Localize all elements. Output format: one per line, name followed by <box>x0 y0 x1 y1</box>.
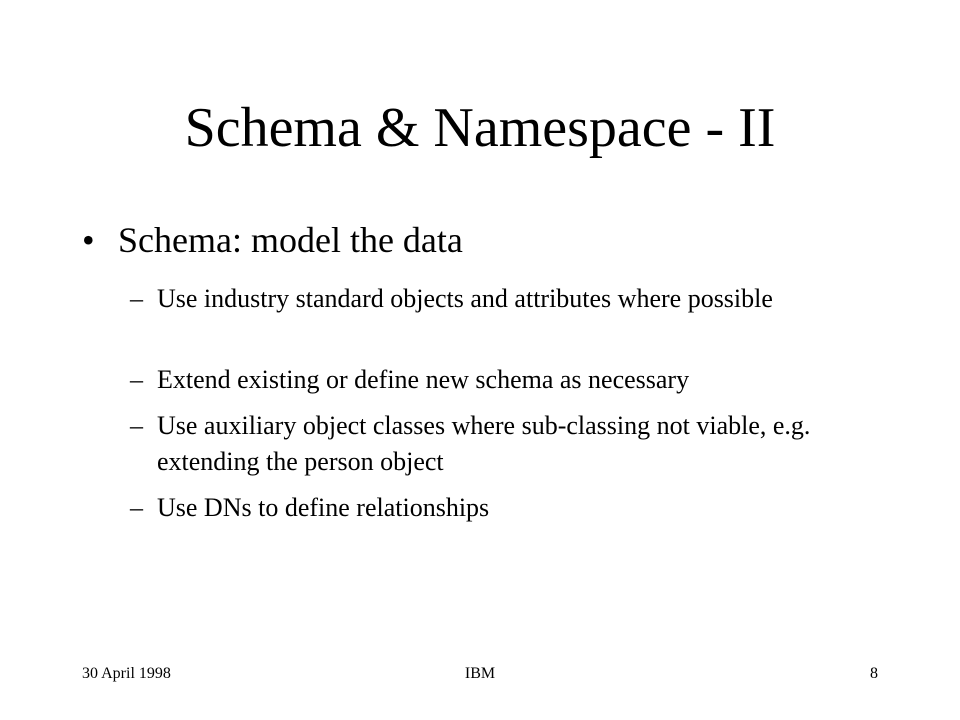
sub-bullet-text: Extend existing or define new schema as necessary <box>157 365 690 394</box>
slide-title: Schema & Namespace - II <box>184 97 776 159</box>
sub-bullet-text: Use industry standard objects and attributes where possible <box>157 284 773 313</box>
footer-page-number: 8 <box>870 665 878 682</box>
sub-bullet-3 <box>130 408 830 480</box>
sub-bullet-2 <box>130 362 830 398</box>
main-bullet-text: Schema: model the data <box>118 220 463 260</box>
sub-bullet-text: Use auxiliary object classes where sub-classing not viable, e.g. extending the person object <box>157 411 811 476</box>
dash-marker: – <box>130 411 143 440</box>
footer-company: IBM <box>464 665 496 682</box>
main-bullet <box>82 216 463 264</box>
dash-marker: – <box>130 493 143 522</box>
sub-bullet-4 <box>130 490 830 526</box>
footer-date: 30 April 1998 <box>82 665 171 682</box>
sub-bullet-1 <box>130 281 830 317</box>
sub-bullet-text: Use DNs to define relationships <box>157 493 490 522</box>
dash-marker: – <box>130 284 143 313</box>
bullet-marker: • <box>82 220 95 260</box>
dash-marker: – <box>130 365 143 394</box>
